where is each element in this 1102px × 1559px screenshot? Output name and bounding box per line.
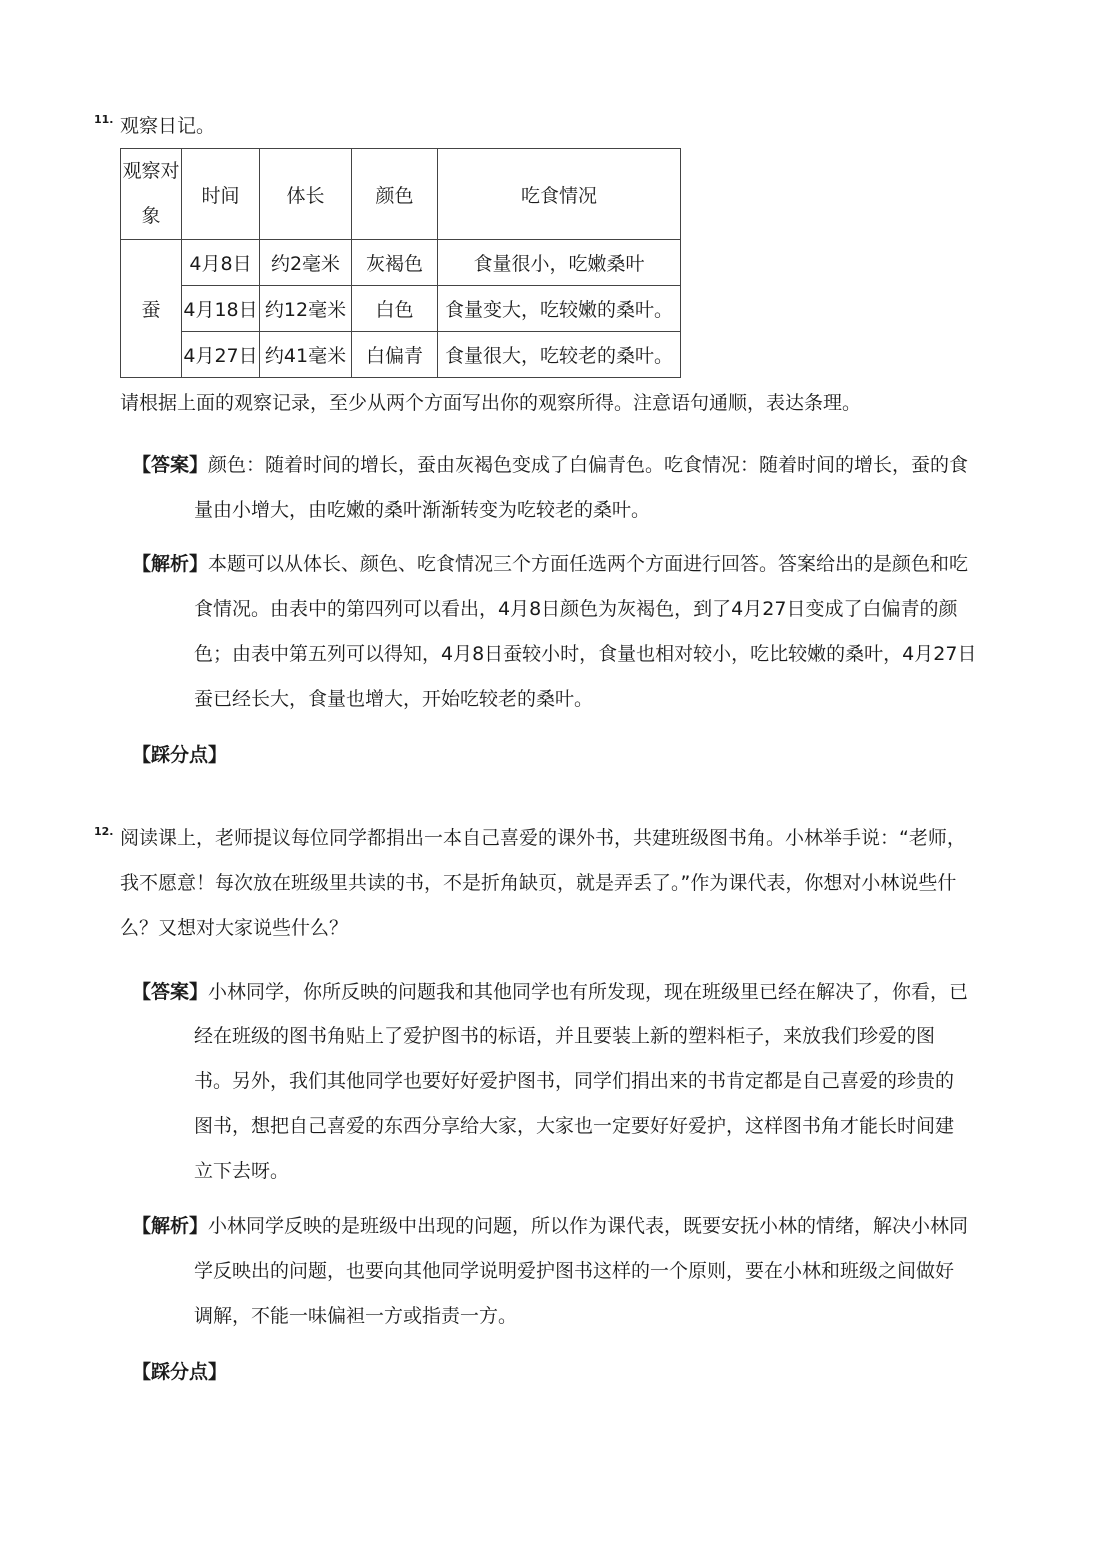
cell-eating: 食量很大，吃较老的桑叶。: [438, 332, 681, 378]
header-color: 颜色: [352, 149, 438, 240]
answer-line: 立下去呀。: [194, 1160, 290, 1182]
analysis-line: 本题可以从体长、颜色、吃食情况三个方面任选两个方面进行回答。答案给出的是颜色和吃: [208, 553, 969, 575]
table-row: [121, 332, 681, 378]
answer-line: 量由小增大，由吃嫩的桑叶渐渐转变为吃较老的桑叶。: [194, 499, 651, 521]
analysis-line: 食情况。由表中的第四列可以看出，4月8日颜色为灰褐色，到了4月27日变成了白偏青的颜: [194, 598, 958, 620]
header-eating: 吃食情况: [438, 149, 681, 240]
answer-line: 经在班级的图书角贴上了爱护图书的标语，并且要装上新的塑料柜子，来放我们珍爱的图: [194, 1025, 936, 1047]
question-number: 12.: [94, 825, 114, 838]
header-subject-line1: 观察对: [122, 160, 180, 182]
table-row: [121, 286, 681, 332]
analysis-line: 调解，不能一味偏袒一方或指责一方。: [194, 1305, 518, 1327]
cell-length: 约2毫米: [260, 240, 352, 286]
header-length: 体长: [260, 149, 352, 240]
analysis-line: 小林同学反映的是班级中出现的问题，所以作为课代表，既要安抚小林的情绪，解决小林同: [208, 1215, 969, 1237]
cell-eating: 食量很小，吃嫩桑叶: [438, 240, 681, 286]
cell-color: 白偏青: [352, 332, 438, 378]
cell-color: 白色: [352, 286, 438, 332]
answer-line: 书。另外，我们其他同学也要好好爱护图书，同学们捐出来的书肯定都是自己喜爱的珍贵的: [194, 1070, 955, 1092]
analysis-label: 【解析】: [132, 1215, 209, 1237]
question-prompt-line: 我不愿意！每次放在班级里共读的书，不是折角缺页，就是弄丢了。”作为课代表，你想对小林说些什: [120, 872, 957, 894]
answer-line: 颜色：随着时间的增长，蚕由灰褐色变成了白偏青色。吃食情况：随着时间的增长，蚕的食: [208, 454, 969, 476]
header-subject-line2: 象: [141, 205, 161, 227]
header-time: 时间: [182, 149, 260, 240]
answer-line: 图书，想把自己喜爱的东西分享给大家，大家也一定要好好爱护，这样图书角才能长时间建: [194, 1115, 955, 1137]
cell-color: 灰褐色: [352, 240, 438, 286]
table-row: [121, 240, 681, 286]
table-header-row: [121, 149, 681, 240]
question-instruction: 请根据上面的观察记录，至少从两个方面写出你的观察所得。注意语句通顺，表达条理。: [120, 392, 862, 414]
cell-time: 4月27日: [182, 332, 260, 378]
cell-time: 4月18日: [182, 286, 260, 332]
cell-length: 约41毫米: [260, 332, 352, 378]
question-prompt-line: 阅读课上，老师提议每位同学都捐出一本自己喜爱的课外书，共建班级图书角。小林举手说：“老师，: [120, 827, 966, 849]
cell-length: 约12毫米: [260, 286, 352, 332]
header-subject: [121, 149, 182, 240]
question-prompt: 观察日记。: [120, 115, 216, 137]
answer-line: 小林同学，你所反映的问题我和其他同学也有所发现，现在班级里已经在解决了，你看，已: [208, 981, 969, 1003]
analysis-line: 蚕已经长大，食量也增大，开始吃较老的桑叶。: [194, 688, 594, 710]
observation-table: [120, 148, 681, 378]
scoring-points-label: 【踩分点】: [132, 744, 228, 766]
answer-label: 【答案】: [132, 981, 209, 1003]
analysis-label: 【解析】: [132, 553, 209, 575]
analysis-line: 学反映出的问题，也要向其他同学说明爱护图书这样的一个原则，要在小林和班级之间做好: [194, 1260, 955, 1282]
question-prompt-line: 么？又想对大家说些什么？: [120, 917, 349, 939]
answer-label: 【答案】: [132, 454, 209, 476]
question-number: 11.: [94, 113, 114, 126]
subject-cell: 蚕: [121, 240, 182, 378]
scoring-points-label: 【踩分点】: [132, 1361, 228, 1383]
cell-eating: 食量变大，吃较嫩的桑叶。: [438, 286, 681, 332]
cell-time: 4月8日: [182, 240, 260, 286]
analysis-line: 色；由表中第五列可以得知，4月8日蚕较小时，食量也相对较小，吃比较嫩的桑叶，4月27日: [194, 643, 977, 665]
